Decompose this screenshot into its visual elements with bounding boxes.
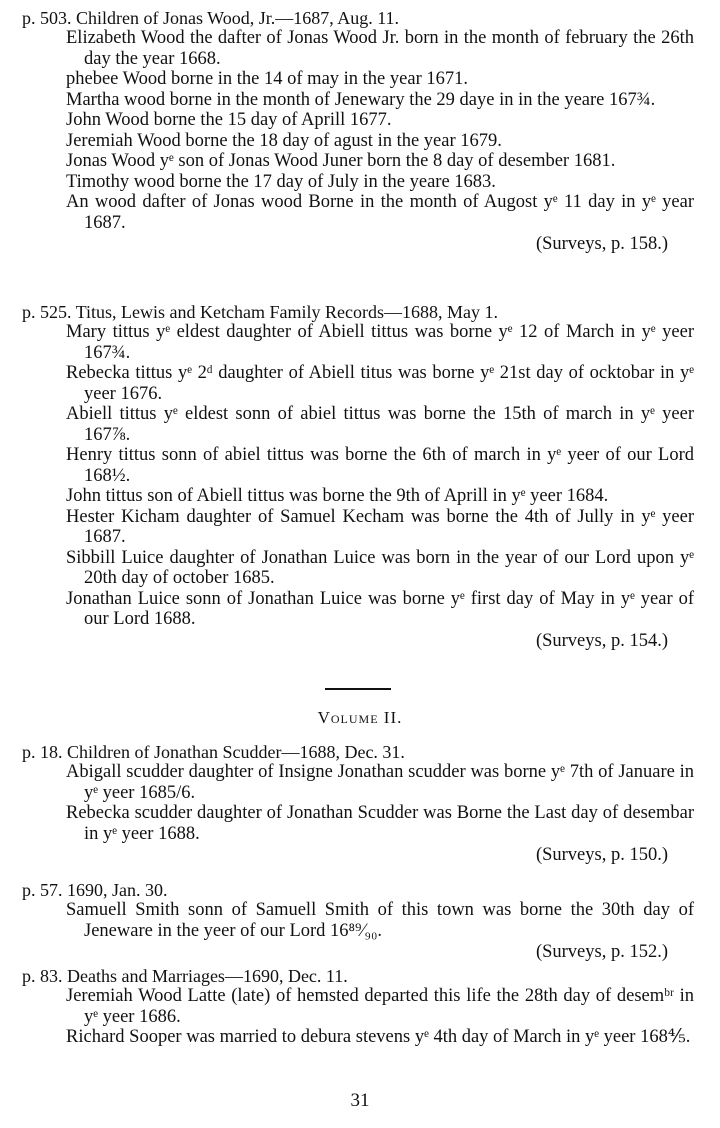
record-section-scudder [22, 742, 694, 866]
record-entry: John Wood borne the 15 day of Aprill 1677. [66, 110, 392, 130]
section-heading: p. 83. Deaths and Marriages—1690, Dec. 11. [22, 966, 348, 986]
record-entry: Jonas Wood yᵉ son of Jonas Wood Juner born the 8 day of desember 1681. [66, 151, 616, 171]
page-number: 31 [350, 1090, 370, 1111]
section-heading: p. 525. Titus, Lewis and Ketcham Family Records—1688, May 1. [22, 302, 498, 322]
section-heading: p. 503. Children of Jonas Wood, Jr.—1687, Aug. 11. [22, 8, 400, 28]
section-heading: p. 57. 1690, Jan. 30. [22, 880, 168, 900]
record-entry: phebee Wood borne in the 14 of may in the year 1671. [66, 69, 468, 89]
record-section-smith [22, 880, 694, 963]
record-entry: Henry tittus sonn of abiel tittus was borne the 6th of march in yᵉ yeer of our Lord 168½. [66, 445, 694, 486]
record-section-wood [22, 8, 694, 255]
record-entry: Jonathan Luice sonn of Jonathan Luice was borne yᵉ first day of May in yᵉ year of our Lord 1688. [66, 588, 694, 629]
record-entry: Richard Sooper was married to debura stevens yᵉ 4th day of March in yᵉ yeer 168⅘. [66, 1027, 691, 1047]
record-entry: Samuell Smith sonn of Samuell Smith of this town was borne the 30th day of Jeneware in the yeer of our Lord 16⁸⁹⁄₉₀. [66, 900, 694, 941]
record-section-titus [22, 302, 694, 652]
record-entry: John tittus son of Abiell tittus was borne the 9th of Aprill in yᵉ yeer 1684. [66, 486, 609, 506]
record-section-deaths-marriages [22, 966, 694, 1048]
record-entry: Jeremiah Wood Latte (late) of hemsted departed this life the 28th day of desemᵇʳ in yᵉ yeer 1686. [66, 986, 694, 1027]
volume-heading: Volume II. [317, 708, 403, 727]
record-entry: Jeremiah Wood borne the 18 day of agust in the year 1679. [66, 130, 502, 151]
record-entry: Rebecka scudder daughter of Jonathan Scudder was Borne the Last day of desembar in yᵉ yeer 1688. [66, 803, 694, 844]
record-entry: An wood dafter of Jonas wood Borne in the month of Augost yᵉ 11 day in yᵉ year 1687. [66, 192, 694, 233]
record-entry: Sibbill Luice daughter of Jonathan Luice was born in the year of our Lord upon yᵉ 20th day of october 1685. [66, 547, 694, 588]
source-citation: (Surveys, p. 150.) [535, 845, 668, 865]
record-entry: Timothy wood borne the 17 day of July in the yeare 1683. [66, 171, 496, 192]
record-entry: Rebecka tittus yᵉ 2ᵈ daughter of Abiell titus was borne yᵉ 21st day of ocktobar in yᵉ yeer 1676. [66, 363, 694, 404]
record-entry: Elizabeth Wood the dafter of Jonas Wood Jr. born in the month of february the 26th day the year 1668. [66, 28, 694, 69]
record-entry: Abigall scudder daughter of Insigne Jonathan scudder was borne yᵉ 7th of Januare in yᵉ yeer 1685/6. [66, 762, 694, 803]
source-citation: (Surveys, p. 154.) [535, 630, 668, 651]
divider-rule [325, 688, 391, 690]
record-entry: Martha wood borne in the month of Jenewary the 29 daye in in the yeare 167¾. [66, 89, 656, 110]
record-entry: Hester Kicham daughter of Samuel Kecham was borne the 4th of Jully in yᵉ yeer 1687. [66, 506, 694, 547]
record-entry: Mary tittus yᵉ eldest daughter of Abiell tittus was borne yᵉ 12 of March in yᵉ yeer 167¾. [66, 322, 694, 363]
source-citation: (Surveys, p. 158.) [535, 234, 668, 254]
source-citation: (Surveys, p. 152.) [535, 942, 668, 962]
section-heading: p. 18. Children of Jonathan Scudder—1688, Dec. 31. [22, 742, 405, 762]
record-entry: Abiell tittus yᵉ eldest sonn of abiel tittus was borne the 15th of march in yᵉ yeer 167⅞. [66, 404, 694, 445]
